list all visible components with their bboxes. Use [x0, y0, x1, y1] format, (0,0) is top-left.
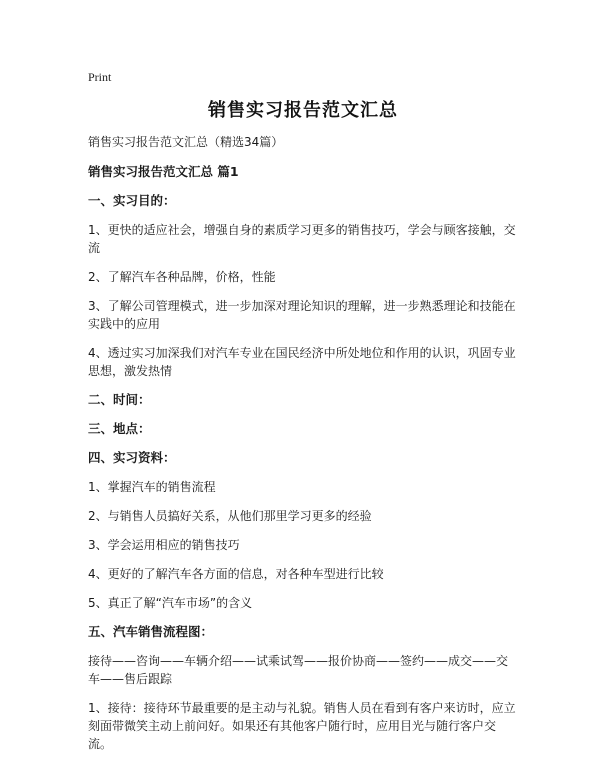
- document-title: 销售实习报告范文汇总: [208, 100, 398, 121]
- document-body: [88, 133, 518, 764]
- print-label: Print: [88, 70, 112, 84]
- paragraph: 2、了解汽车各种品牌，价格，性能: [88, 270, 276, 284]
- paragraph: 接待——咨询——车辆介绍——试乘试驾——报价协商——签约——成交——交车——售后跟踪: [88, 654, 509, 686]
- section-heading: 四、实习资料：: [88, 450, 176, 465]
- paragraph: 1、接待：接待环节最重要的是主动与礼貌。销售人员在看到有客户来访时，应立刻面带微笑主动上前问好。如果还有其他客户随行时，应用目光与随行客户交流。: [88, 701, 516, 751]
- section-heading: 五、汽车销售流程图：: [88, 624, 214, 639]
- paragraph: 销售实习报告范文汇总（精选34篇）: [88, 135, 284, 149]
- paragraph: 4、透过实习加深我们对汽车专业在国民经济中所处地位和作用的认识，巩固专业思想，激发热情: [88, 346, 516, 378]
- paragraph: 3、学会运用相应的销售技巧: [88, 538, 240, 552]
- section-heading: 销售实习报告范文汇总 篇1: [88, 164, 239, 179]
- section-heading: 一、实习目的：: [88, 193, 176, 208]
- paragraph: 4、更好的了解汽车各方面的信息，对各种车型进行比较: [88, 567, 384, 581]
- paragraph: 5、真正了解“汽车市场”的含义: [88, 596, 253, 610]
- paragraph: 1、掌握汽车的销售流程: [88, 480, 216, 494]
- section-heading: 二、时间：: [88, 392, 151, 407]
- paragraph: 3、了解公司管理模式，进一步加深对理论知识的理解，进一步熟悉理论和技能在实践中的应用: [88, 299, 516, 331]
- section-heading: 三、地点：: [88, 421, 151, 436]
- paragraph: 1、更快的适应社会，增强自身的素质学习更多的销售技巧，学会与顾客接触，交流: [88, 223, 516, 255]
- paragraph: 2、与销售人员搞好关系，从他们那里学习更多的经验: [88, 509, 372, 523]
